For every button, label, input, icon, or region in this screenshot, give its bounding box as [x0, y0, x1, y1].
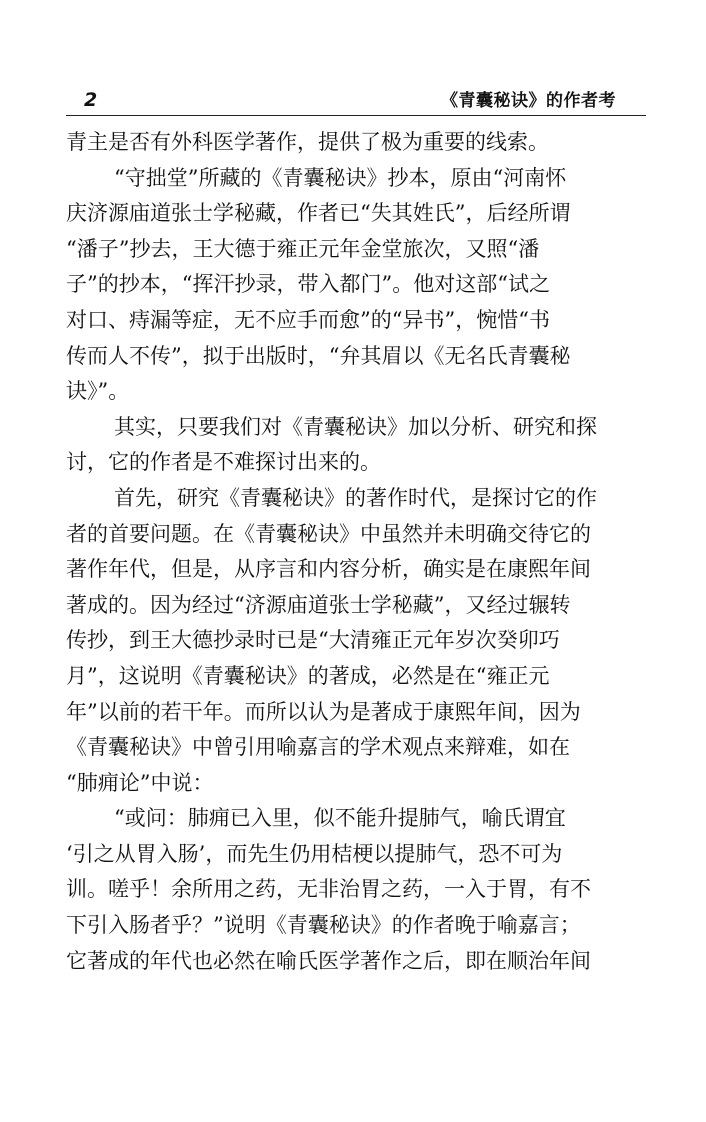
text-line: 下引入肠者乎？”说明《青囊秘诀》的作者晚于喻嘉言；: [66, 913, 581, 938]
text-line: 对口、痔漏等症，无不应手而愈”的“异书”，惋惜“书: [66, 307, 550, 332]
text-line: “肺痈论”中说：: [66, 770, 214, 795]
text-line: 庆济源庙道张士学秘藏，作者已“失其姓氏”，后经所谓: [66, 201, 571, 226]
text-line: 讨，它的作者是不难探讨出来的。: [66, 450, 381, 475]
text-line: 首先，研究《青囊秘诀》的著作时代，是探讨它的作: [114, 485, 597, 510]
text-line: 子”的抄本，“挥汗抄录，带入都门”。他对这部“试之: [66, 272, 550, 297]
text-line: 训。嗟乎！余所用之药，无非治胃之药，一入于胃，有不: [66, 877, 591, 902]
page-header: [66, 88, 646, 116]
text-line: 青主是否有外科医学著作，提供了极为重要的线索。: [66, 130, 549, 154]
text-line: 著成的。因为经过“济源庙道张士学秘藏”，又经过辗转: [66, 592, 571, 617]
text-line: 它著成的年代也必然在喻氏医学著作之后，即在顺治年间: [66, 948, 591, 973]
text-line: “潘子”抄去，王大德于雍正元年金堂旅次，又照“潘: [66, 236, 540, 261]
page-number: 2: [84, 89, 98, 111]
text-line: 者的首要问题。在《青囊秘诀》中虽然并未明确交待它的: [66, 521, 591, 546]
text-line: 其实，只要我们对《青囊秘诀》加以分析、研究和探: [114, 414, 597, 439]
text-line: 诀》”。: [66, 379, 130, 404]
body-text: [66, 125, 649, 979]
header-rule: [66, 115, 646, 116]
text-line: 传而人不传”，拟于出版时，“弁其眉以《无名氏青囊秘: [66, 343, 571, 368]
text-line: 月”，这说明《青囊秘诀》的著成，必然是在“雍正元: [66, 663, 550, 688]
running-title: 《青囊秘诀》的作者考: [441, 91, 616, 111]
text-line: ‘引之从胃入肠’，而先生仍用桔梗以提肺气，恐不可为: [66, 841, 563, 866]
text-line: 著作年代，但是，从序言和内容分析，确实是在康熙年间: [66, 557, 591, 582]
text-line: “或问：肺痈已入里，似不能升提肺气，喻氏谓宜: [114, 806, 566, 831]
text-line: 传抄，到王大德抄录时已是“大清雍正元年岁次癸卯巧: [66, 628, 560, 653]
text-line: “守拙堂”所藏的《青囊秘诀》抄本，原由“河南怀: [114, 165, 567, 190]
text-line: 年”以前的若干年。而所以认为是著成于康熙年间，因为: [66, 699, 581, 724]
text-line: 《青囊秘诀》中曾引用喻嘉言的学术观点来辩难，如在: [66, 735, 570, 760]
